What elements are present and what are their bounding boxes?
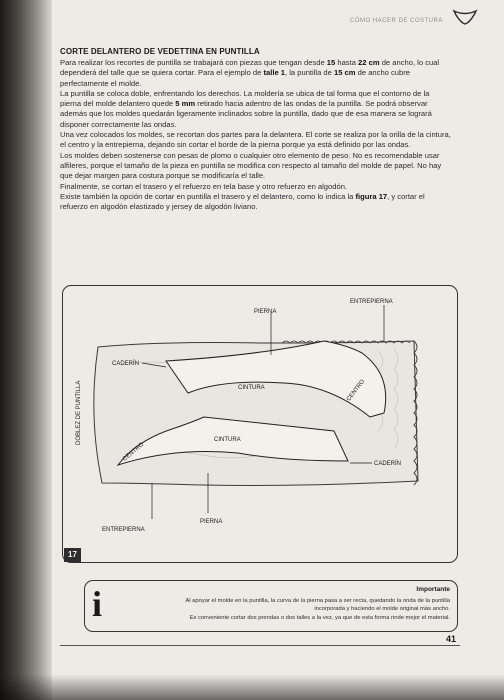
notice-line-3: Es conveniente cortar dos prendas o dos talles a la vez, ya que de esta forma rinde mejor el material. [189,614,450,621]
label-entrepierna-top: ENTREPIERNA [350,299,393,305]
notice-line-1: Al apoyar el molde en la puntilla, la curva de la pierna pasa a ser recta, quedando la onda de la puntilla [185,598,450,604]
paragraph-4: Los moldes deben sostenerse con pesas de plomo o cualquier otro elemento de peso. No es recomendable usar alfileres, porque el tamaño de la pieza en puntilla se modifica con respecto al tamaño del molde de papel. No hay que dejar margen para costura porque se modificaría el talle. [60,150,442,181]
label-cintura-top: CINTURA [238,385,265,391]
label-centro-bottom: CENTRO [121,441,146,463]
notice-title: Importante [416,586,450,593]
label-centro-top: CENTRO [345,378,367,403]
paragraph-5: Finalmente, se cortan el trasero y el refuerzo en tela base y otro refuerzo en algodón. [60,181,348,191]
info-icon: i [92,584,103,624]
footer-rule [60,645,460,646]
notice-text [116,597,450,622]
page-number: 41 [446,634,457,644]
body-text [60,58,452,212]
figure-number-tab: 17 [64,548,81,562]
lace-pattern-diagram [62,285,458,563]
section-title: CORTE DELANTERO DE VEDETTINA EN PUNTILLA [60,47,260,56]
paragraph-1: Para realizar los recortes de puntilla se trabajará con piezas que tengan desde 15 hasta 22 cm de ancho, lo cual dependerá del talle que se quiera cortar. Para el ejemplo de talle 1, la puntilla de 15 cm de ancho cubre perfectamente el molde. [60,58,440,88]
paragraph-3: Una vez colocados los moldes, se recortan dos partes para la delantera. El corte se realiza por la orilla de la cintura, el centro y la entrepierna, dejando sin cortar el borde de la pierna porque ya está definido por las ondas. [60,130,451,150]
notice-line-2: incorporada y haciendo el molde original más ancho. [314,606,450,613]
book-spine-shadow [0,0,52,700]
label-caderin-top: CADERÍN [112,361,140,367]
label-pierna-top: PIERNA [254,309,277,315]
page-bottom-shadow [0,674,504,700]
label-caderin-bottom: CADERÍN [374,461,402,467]
label-entrepierna-bottom: ENTREPIERNA [102,527,145,533]
label-cintura-bottom: CINTURA [214,437,241,443]
paragraph-6: Existe también la opción de cortar en puntilla el trasero y el delantero, como lo indica la figura 17, y cortar el refuerzo en algodón elastizado y jersey de algodón liviano. [60,191,425,212]
running-head: CÓMO HACER DE COSTURA [350,18,443,24]
label-doblez-puntilla: DOBLEZ DE PUNTILLA [76,380,82,445]
lingerie-logo-icon [452,8,478,26]
paragraph-2: La puntilla se coloca doble, enfrentando los derechos. La moldería se ubica de tal forma que el contorno de la pierna del molde delantero quede 5 mm retirado hacia adentro de las ondas de la puntilla. Se podrá observar además que los moldes quedarán ligeramente inclinados sobre la puntilla, dado que de esa manera se logrará disponer correctamente las ondas. [60,88,432,129]
label-pierna-bottom: PIERNA [200,519,223,525]
